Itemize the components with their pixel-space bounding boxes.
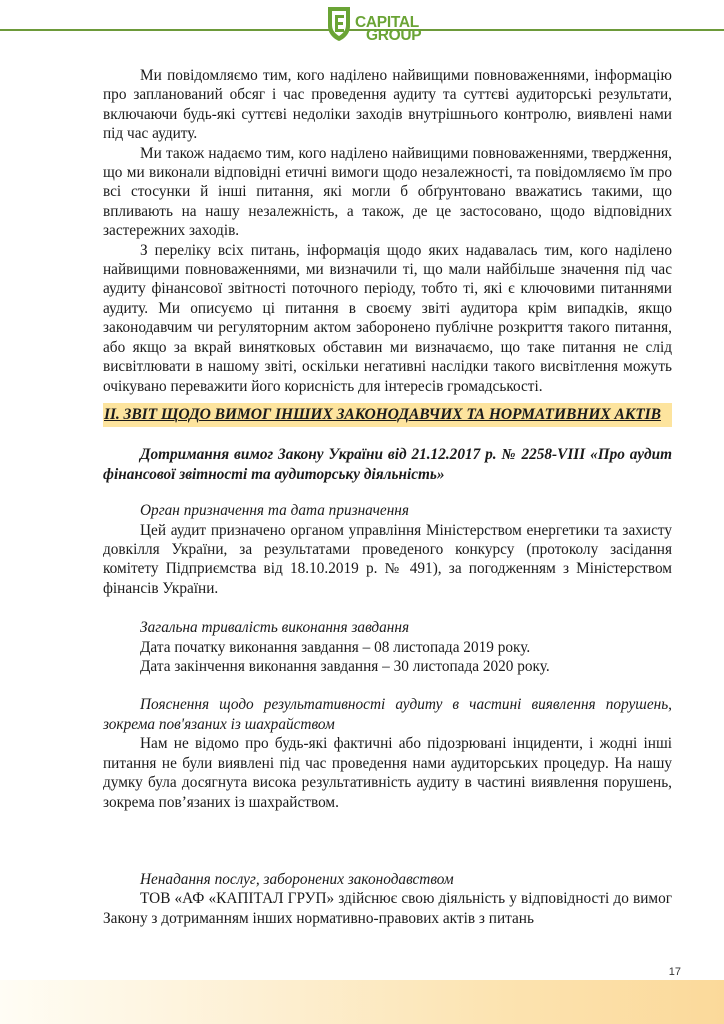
paragraph-communication: Ми повідомляємо тим, кого наділено найвищими повноваженнями, інформацію про запланований обсяг і час проведення аудиту та суттєві аудиторські результати, включаючи будь-які суттєві недоліки заходів внутрішнього контролю, виявлені нами під час аудиту. xyxy=(103,67,672,143)
company-logo xyxy=(326,6,426,46)
appointment-text: Цей аудит призначено органом управління Міністерством енергетики та захисту довкілля України, за результатами проведеного конкурсу (протоколу засідання комітету Підприємства від 18.10.2019 р. № 491), за погодженням з Міністерством фінансів України. xyxy=(103,521,672,597)
page-number: 17 xyxy=(668,966,681,978)
law-subtitle: Дотримання вимог Закону України від 21.12.2017 р. № 2258-VIII «Про аудит фінансової звітності та аудиторську діяльність» xyxy=(103,446,672,483)
logo-text-group: GROUP xyxy=(366,27,422,44)
duration-start: Дата початку виконання завдання – 08 листопада 2019 року. xyxy=(140,638,531,656)
paragraph-independence: Ми також надаємо тим, кого наділено найвищими повноваженнями, твердження, що ми виконали відповідні етичні вимоги щодо незалежності, та повідомляємо їм про всі стосунки й інші питання, які могли б обґрунтовано вважатись такими, що впливають на нашу незалежність, а також, де це застосовано, щодо відповідних застережних заходів. xyxy=(103,144,672,240)
duration-title: Загальна тривалість виконання завдання xyxy=(140,619,410,637)
duration-end: Дата закінчення виконання завдання – 30 листопада 2020 року. xyxy=(140,658,550,676)
section-heading: II. ЗВІТ ЩОДО ВИМОГ ІНШИХ ЗАКОНОДАВЧИХ ТА НОРМАТИВНИХ АКТІВ xyxy=(103,403,672,428)
logo-emblem-icon xyxy=(326,6,352,42)
appointment-title: Орган призначення та дата призначення xyxy=(140,502,409,520)
services-title: Ненадання послуг, заборонених законодавством xyxy=(140,870,454,888)
services-text: ТОВ «АФ «КАПІТАЛ ГРУП» здійснює свою діяльність у відповідності до вимог Закону з дотриманням інших нормативно-правових актів з питань xyxy=(103,890,672,927)
logo-text-capital: CAPITAL xyxy=(355,14,419,31)
footer-band xyxy=(0,980,724,1024)
fraud-text: Нам не відомо про будь-які фактичні або підозрювані інциденти, і жодні інші питання не були виявлені під час проведення нами аудиторських процедур. На нашу думку була досягнута висока результативність аудиту в частині виявлення порушень, зокрема пов’язаних із шахрайством. xyxy=(103,735,672,811)
fraud-title: Пояснення щодо результативності аудиту в частині виявлення порушень, зокрема пов'язаних із шахрайством xyxy=(103,696,672,733)
paragraph-key-matters: З переліку всіх питань, інформація щодо яких надавалась тим, кого наділено найвищими повноваженнями, ми визначили ті, що мали найбільше значення під час аудиту фінансової звітності поточного періоду, тобто ті, які є ключовими питаннями аудиту. Ми описуємо ці питання в своєму звіті аудитора крім випадків, якщо законодавчим чи регуляторним актом заборонено публічне розкриття такого питання, або якщо за вкрай винятковых обставин ми визначаємо, що таке питання не слід висвітлювати в нашому звіті, оскільки негативні наслідки такого висвітлення можуть очікувано переважити його корисність для інтересів громадськості. xyxy=(103,241,672,395)
document-body xyxy=(103,66,672,928)
